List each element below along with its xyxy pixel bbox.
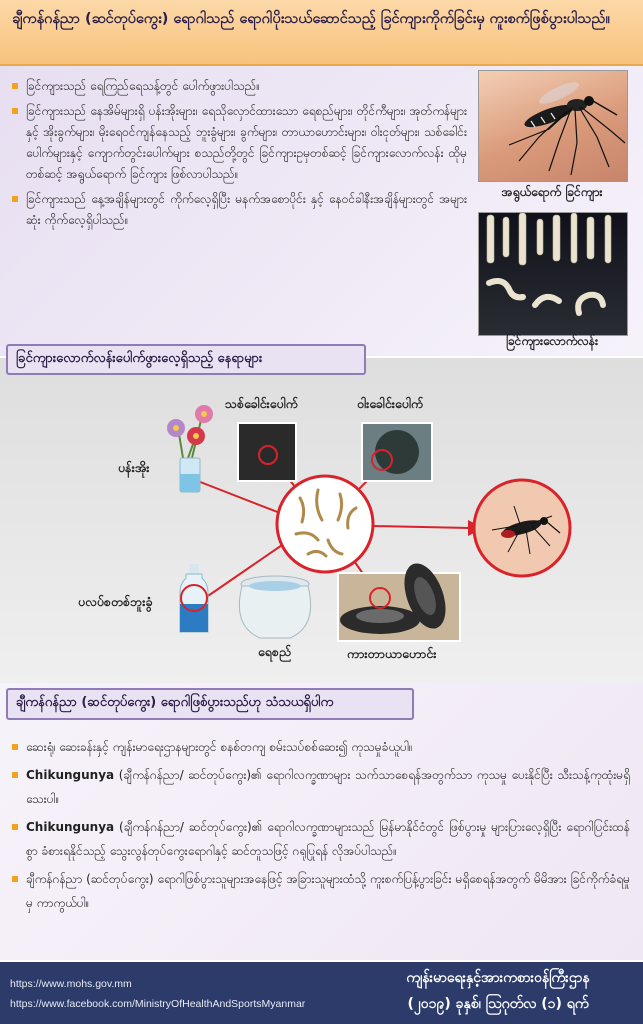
- tree-hole-label: သစ်ခေါင်းပေါက်: [225, 396, 299, 411]
- fact-item: ခြင်ကျားသည် နေအိမ်များရှိ ပန်းအိုးများ၊ ရေသိုလှောင်ထားသော ရေစည်များ၊ တိုင်ကီများ၊ အုတ်ကန်များနှင့် အိုးခွက်များ၊ မိုးရေဝင်ကျန်နေသည့် ဘူးခွံများ၊ ခွက်များ၊ တာယာဟောင်းများ၊ ဝါးငုတ်များ၊ သစ်ခေါင်းပေါက်များနှင့် ကျောက်တွင်းပေါက်များ စသည်တို့တွင် ခြင်ကျားဥမှတစ်ဆင့် ခြင်ကျားလောက်လန်း ထိုမှတစ်ဆင့် အရွယ်ရောက် ခြင်ကျား ဖြစ်လာပါသည်။: [12, 101, 467, 185]
- website-link[interactable]: https://www.mohs.gov.mm: [10, 978, 132, 990]
- water-jar-label: ရေစည်: [258, 644, 292, 659]
- breeding-sites-heading: ခြင်ကျားလောက်လန်းပေါက်ဖွားလေ့ရှိသည့် နေရာများ: [16, 351, 263, 366]
- flower-vase-illustration: [167, 405, 213, 492]
- ministry-name: ကျန်းမာရေးနှင့်အားကစားဝန်ကြီးဌာန: [406, 970, 590, 986]
- advice-heading: ချီကန်ဂန်ညာ (ဆင်တုပ်ကွေး) ရောဂါဖြစ်ပွားသည်ဟု သံသယရှိပါက: [16, 695, 334, 710]
- mosquito-illustration: [479, 71, 627, 181]
- larvae-caption: ခြင်ကျားလောက်လန်း: [506, 334, 598, 348]
- advice-item: [12, 815, 630, 863]
- advice-item-text: (ချီကန်ဂန်ညာ/ ဆင်တုပ်ကွေး)၏ ရောဂါလက္ခဏာများ သက်သာစေရန်အတွက်သာ ကုသမှု ပေးနိုင်ပြီး သီးသန့်ကုထုံးမရှိသေးပါ။: [26, 768, 630, 806]
- page-title: ချီကန်ဂန်ညာ (ဆင်တုပ်ကွေး) ရောဂါသည် ရောဂါပိုးသယ်ဆောင်သည့် ခြင်ကျားကိုက်ခြင်းမှ ကူးစက်ဖြစ်ပွားပါသည်။: [12, 11, 610, 27]
- fact-item: ခြင်ကျားသည် ရေကြည်ရေသန့်တွင် ပေါက်ဖွားပါသည်။: [12, 76, 467, 97]
- bamboo-stump-label: ဝါးခေါင်းပေါက်: [357, 396, 424, 411]
- old-tyres-illustration: [338, 558, 460, 641]
- water-jar-illustration: [239, 576, 310, 638]
- title-banner: [0, 0, 643, 66]
- advice-item: [12, 763, 630, 811]
- advice-item-lead: Chikungunya: [26, 768, 115, 782]
- adult-mosquito-caption: အရွယ်ရောက် ခြင်ကျား: [501, 185, 603, 199]
- larvae-illustration: [479, 213, 627, 335]
- footer: [0, 962, 643, 1024]
- publication-date: (၂၀၁၉) ခုနှစ်၊ ဩဂုတ်လ (၁) ရက်: [407, 996, 589, 1012]
- fact-item: ခြင်ကျားသည် နေ့အချိန်များတွင် ကိုက်လေ့ရှိပြီး မနက်အစောပိုင်း နှင့် နေဝင်ခါနီးအချိန်များတွင် အများဆုံး ကိုက်လေ့ရှိပါသည်။: [12, 189, 467, 231]
- larvae-photo: [478, 212, 628, 336]
- breeding-sites-diagram: [0, 358, 643, 683]
- bamboo-stump-water: [375, 430, 419, 474]
- advice-item-lead: Chikungunya: [26, 820, 115, 834]
- old-tyres-label: ကားတာယာဟောင်း: [347, 646, 437, 661]
- larvae-circle: [277, 476, 373, 572]
- facts-list: [12, 76, 467, 235]
- facebook-link[interactable]: https://www.facebook.com/MinistryOfHealthAndSportsMyanmar: [10, 998, 306, 1010]
- advice-list: [12, 735, 630, 919]
- adult-mosquito-photo: [478, 70, 628, 182]
- flower-vase-label: ပန်းအိုး: [118, 460, 150, 475]
- advice-item-text: (ချီကန်ဂန်ညာ/ ဆင်တုပ်ကွေး)၏ ရောဂါလက္ခဏာများသည် မြန်မာနိုင်ငံတွင် ဖြစ်ပွားမှု များပြားလေ့ရှိပြီး ရောဂါပြင်းထန်စွာ ခံစားရနိုင်သည့် သွေးလွန်တုပ်ကွေးရောဂါနှင့် ဆင်တူသဖြင့် ဂရုပြုရန် လိုအပ်ပါသည်။: [26, 820, 630, 858]
- advice-item: [12, 867, 630, 915]
- advice-item-text: ဆေးရုံ၊ ဆေးခန်းနှင့် ကျန်းမာရေးဌာနများတွင် စနစ်တကျ စမ်းသပ်စစ်ဆေး၍ ကုသမှုခံယူပါ။: [26, 740, 413, 754]
- tree-hole-photo: [238, 423, 296, 481]
- plastic-bottle-illustration: [180, 564, 208, 632]
- plastic-bottle-label: ပလပ်စတစ်ဘူးခွံ: [78, 594, 153, 609]
- advice-heading-box: [6, 688, 414, 720]
- advice-item: [12, 735, 630, 759]
- advice-item-text: ချီကန်ဂန်ညာ (ဆင်တုပ်ကွေး) ရောဂါဖြစ်ပွားသူများအနေဖြင့် အခြားသူများထံသို့ ကူးစက်ပြန့်ပွားခြင်း မရှိစေရန်အတွက် မိမိအား ခြင်ကိုက်ခံရမှုမှ ကာကွယ်ပါ။: [26, 872, 630, 910]
